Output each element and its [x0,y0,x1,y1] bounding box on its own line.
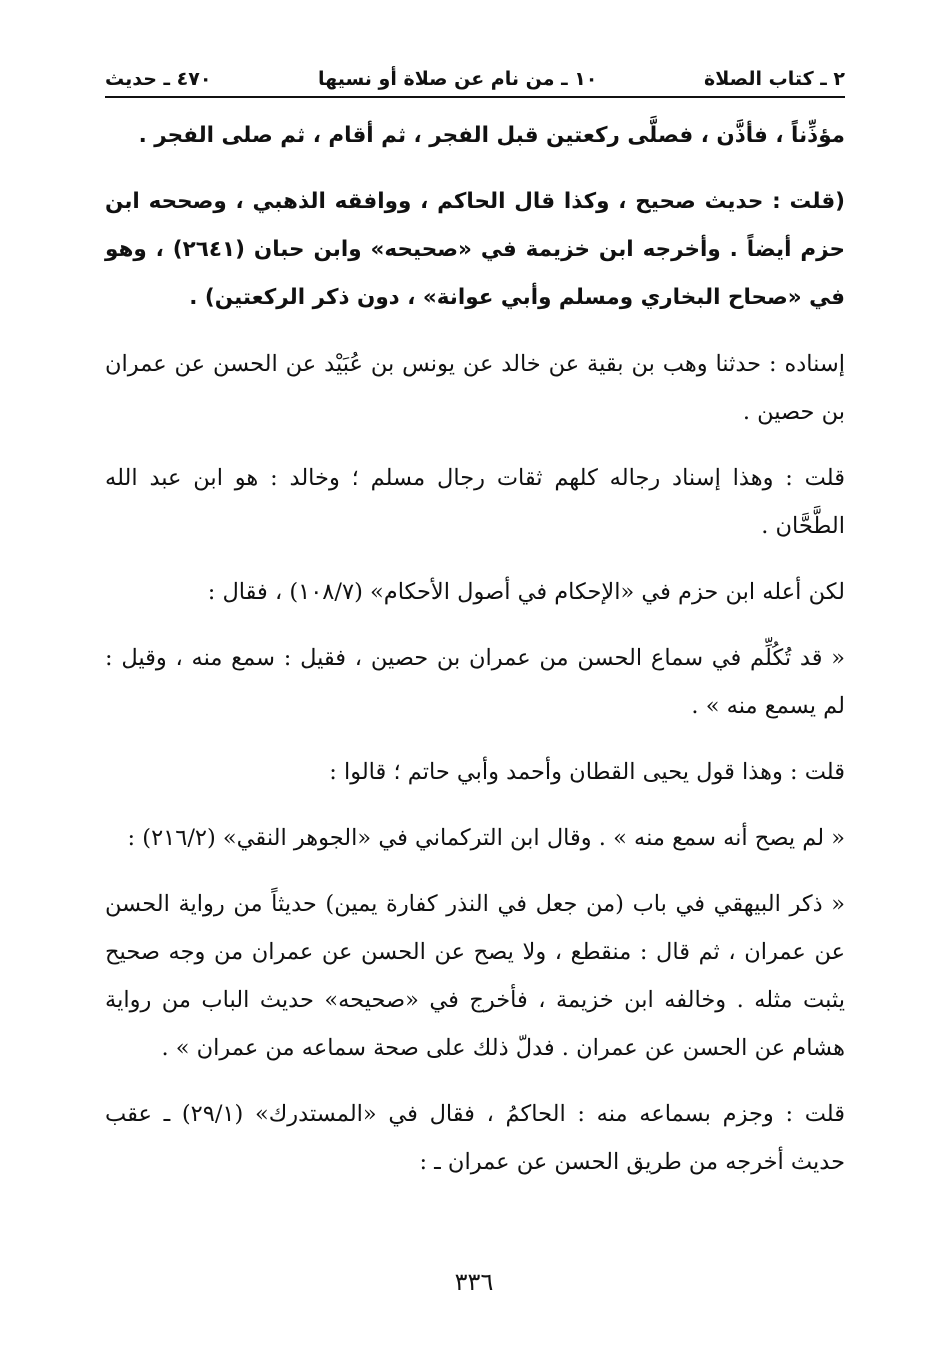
header-chapter-title: ١٠ ـ من نام عن صلاة أو نسيها [318,68,598,90]
paragraph-isnad: إسناده : حدثنا وهب بن بقية عن خالد عن يونس بن عُبَيْد عن الحسن عن عمران بن حصين . [105,351,845,425]
paragraph-hadith-end: مؤذِّناً ، فأذَّن ، فصلَّى ركعتين قبل الفجر ، ثم أقام ، ثم صلى الفجر . [138,123,845,148]
header-hadith-number: ٤٧٠ ـ حديث [105,68,212,90]
paragraph-ibn-hazm: لكن أعله ابن حزم في «الإحكام في أصول الأحكام» (١٠٨/٧) ، فقال : [207,579,845,605]
paragraph-qattan: قلت : وهذا قول يحيى القطان وأحمد وأبي حاتم ؛ قالوا : [329,759,845,785]
paragraph-isnad-comment: قلت : وهذا إسناد رجاله كلهم ثقات رجال مسلم ؛ وخالد : هو ابن عبد الله الطَّحَّان . [105,465,845,539]
header-book-title: ٢ ـ كتاب الصلاة [704,68,845,90]
document-page [105,52,845,1204]
paragraph-quote-1: « قد تُكُلِّم في سماع الحسن من عمران بن حصين ، فقيل : سمع منه ، وقيل : لم يسمع منه » . [105,645,845,719]
page-number: ٣٣٦ [454,1268,494,1296]
paragraph-quote-2: « لم يصح أنه سمع منه » . وقال ابن التركماني في «الجوهر النقي» (٢١٦/٢) : [127,825,845,851]
paragraph-hakim: قلت : وجزم بسماعه منه : الحاكمُ ، فقال في «المستدرك» (٢٩/١) ـ عقب حديث أخرجه من طريق الحسن عن عمران ـ : [105,1101,846,1175]
paragraph-bayhaqi: « ذكر البيهقي في باب (من جعل في النذر كفارة يمين) حديثاً من رواية الحسن عن عمران ، ثم قال : منقطع ، ولا يصح عن الحسن عن عمران من وجه صحيح يثبت مثله . وخالفه ابن خزيمة ، فأخرج في «صحيحه» حديث الباب من رواية هشام عن الحسن عن عمران . فدلّ ذلك على صحة سماعه من عمران » . [105,891,845,1061]
paragraph-grading: (قلت : حديث صحيح ، وكذا قال الحاكم ، ووافقه الذهبي ، وصححه ابن حزم أيضاً . وأخرجه ابن خزيمة في «صحيحه» وابن حبان (٢٦٤١) ، وهو في «صحاح البخاري ومسلم وأبي عوانة» ، دون ذكر الركعتين) . [105,189,845,310]
running-header [105,52,845,98]
body-text [105,112,845,1186]
